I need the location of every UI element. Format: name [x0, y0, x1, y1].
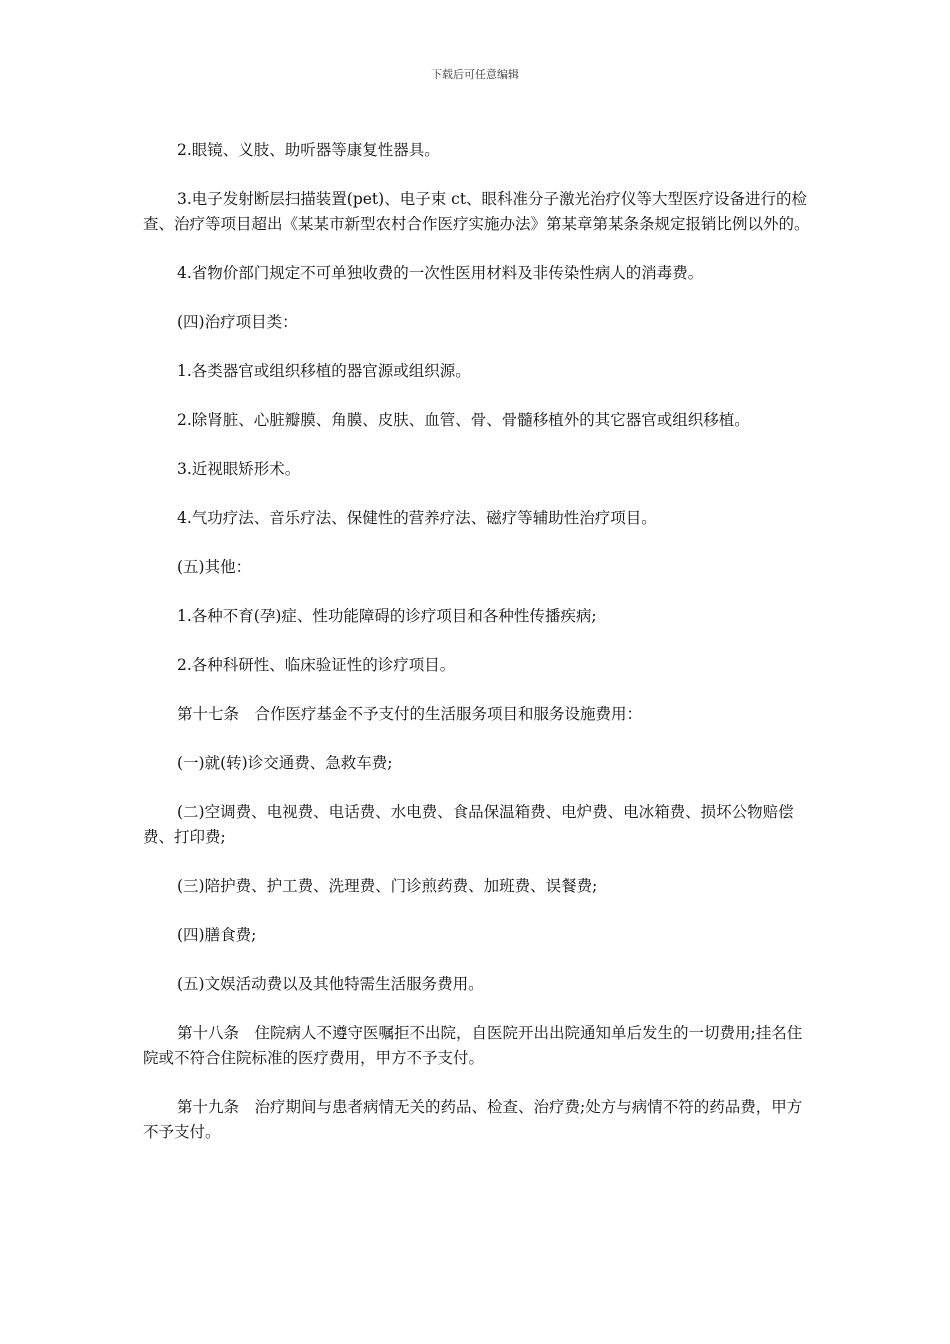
paragraph: 2.除肾脏、心脏瓣膜、角膜、皮肤、血管、骨、骨髓移植外的其它器官或组织移植。 [177, 411, 750, 429]
document-body [143, 138, 815, 1169]
header-note: 下载后可任意编辑 [431, 68, 519, 81]
paragraph: (三)陪护费、护工费、洗理费、门诊煎药费、加班费、误餐费; [177, 877, 598, 895]
article-paragraph: 第十七条 合作医疗基金不予支付的生活服务项目和服务设施费用： [177, 705, 643, 723]
paragraph: (四)膳食费; [177, 926, 257, 944]
paragraph: 2.各种科研性、临床验证性的诊疗项目。 [177, 656, 456, 674]
paragraph: 4.气功疗法、音乐疗法、保健性的营养疗法、磁疗等辅助性治疗项目。 [177, 509, 657, 527]
paragraph: 1.各类器官或组织移植的器官源或组织源。 [177, 362, 471, 380]
paragraph: (五)文娱活动费以及其他特需生活服务费用。 [177, 975, 484, 993]
paragraph: (一)就(转)诊交通费、急救车费; [177, 754, 393, 772]
paragraph: 1.各种不育(孕)症、性功能障碍的诊疗项目和各种性传播疾病; [177, 607, 597, 625]
paragraph: 3.电子发射断层扫描装置(pet)、电子束 ct、眼科准分子激光治疗仪等大型医疗设备进行的检查、治疗等项目超出《某某市新型农村合作医疗实施办法》第某章第某条条规定报销比例以外的。 [143, 190, 810, 233]
article-paragraph: 第十八条 住院病人不遵守医嘱拒不出院，自医院开出出院通知单后发生的一切费用;挂名住院或不符合住院标准的医疗费用，甲方不予支付。 [143, 1024, 803, 1067]
section-heading: (四)治疗项目类： [177, 313, 298, 331]
article-paragraph: 第十九条 治疗期间与患者病情无关的药品、检查、治疗费;处方与病情不符的药品费，甲方不予支付。 [143, 1098, 803, 1141]
paragraph: 4.省物价部门规定不可单独收费的一次性医用材料及非传染性病人的消毒费。 [177, 264, 704, 282]
paragraph: 2.眼镜、义肢、助听器等康复性器具。 [177, 141, 440, 159]
paragraph: (二)空调费、电视费、电话费、水电费、食品保温箱费、电炉费、电冰箱费、损坏公物赔偿费、打印费; [143, 803, 794, 846]
paragraph: 3.近视眼矫形术。 [177, 460, 301, 478]
section-heading: (五)其他： [177, 558, 252, 576]
